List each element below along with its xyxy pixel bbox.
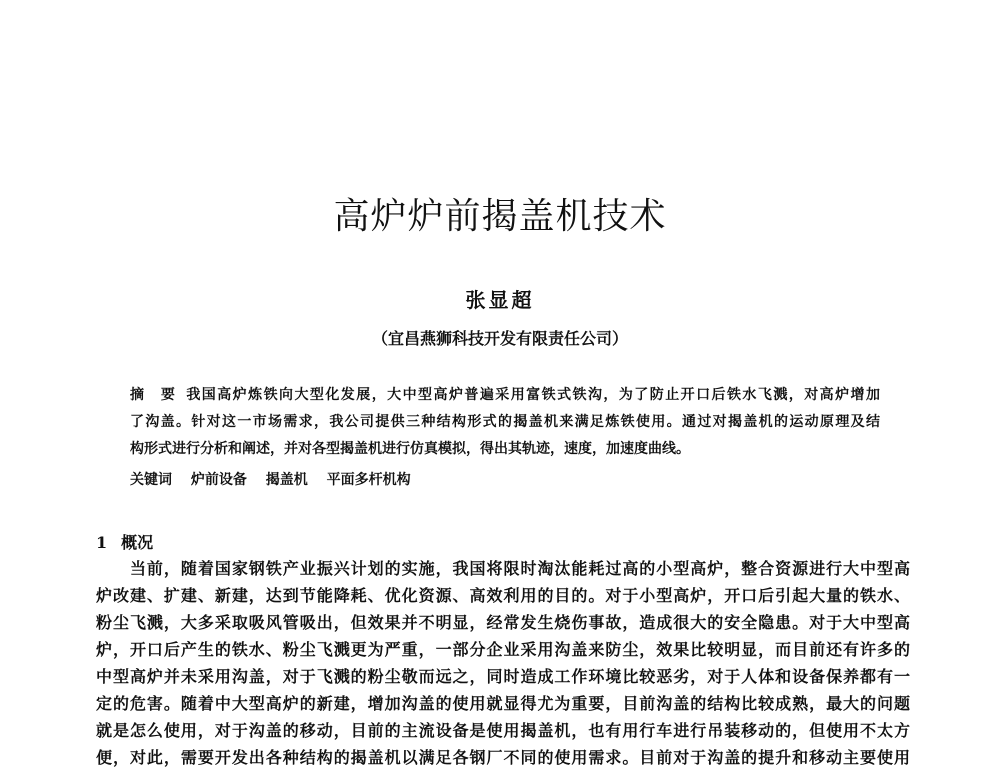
body-line: 定的危害。随着中大型高炉的新建，增加沟盖的使用就显得尤为重要，目前沟盖的结构比较成熟，最大的问题 xyxy=(96,694,910,713)
body-line: 就是怎么使用，对于沟盖的移动，目前的主流设备是使用揭盖机，也有用行车进行吊装移动的，但使用不太方 xyxy=(96,721,910,740)
body-line: 炉改建、扩建、新建，达到节能降耗、优化资源、高效利用的目的。对于小型高炉，开口后引起大量的铁水、 xyxy=(96,586,910,605)
keyword: 平面多杆机构 xyxy=(326,472,411,488)
author: 张显超 xyxy=(465,288,535,312)
abstract-line: 构形式进行分析和阐述，并对各型揭盖机进行仿真模拟，得出其轨迹，速度，加速度曲线。 xyxy=(130,441,690,457)
abstract-label: 摘 要 xyxy=(130,387,177,403)
keywords xyxy=(130,469,425,489)
abstract-line: 了沟盖。针对这一市场需求，我公司提供三种结构形式的揭盖机来满足炼铁使用。通过对揭盖机的运动原理及结 xyxy=(130,414,880,430)
abstract-text: 我国高炉炼铁向大型化发展，大中型高炉普遍采用富铁式铁沟，为了防止开口后铁水飞溅，对高炉增加 xyxy=(186,387,880,403)
keywords-label: 关键词 xyxy=(130,472,172,488)
body-line: 炉，开口后产生的铁水、粉尘飞溅更为严重，一部分企业采用沟盖来防尘，效果比较明显，而目前还有许多的 xyxy=(96,640,910,659)
document-title: 高炉炉前揭盖机技术 xyxy=(333,196,667,237)
body-line: 当前，随着国家钢铁产业振兴计划的实施，我国将限时淘汰能耗过高的小型高炉，整合资源进行大中型高 xyxy=(96,559,910,578)
keyword: 炉前设备 xyxy=(190,472,247,488)
affiliation: （宜昌燕狮科技开发有限责任公司） xyxy=(371,329,628,348)
keyword: 揭盖机 xyxy=(265,472,308,488)
abstract-line xyxy=(130,384,880,404)
body-line: 便，对此，需要开发出各种结构的揭盖机以满足各钢厂不同的使用需求。目前对于沟盖的提升和移动主要使用 xyxy=(96,748,910,767)
section-title: 概况 xyxy=(121,533,154,552)
section-heading xyxy=(96,530,153,553)
section-number: 1 xyxy=(96,533,108,552)
body-line: 中型高炉并未采用沟盖，对于飞溅的粉尘敬而远之，同时造成工作环境比较恶劣，对于人体和设备保养都有一 xyxy=(96,667,910,686)
body-line: 粉尘飞溅，大多采取吸风管吸出，但效果并不明显，经常发生烧伤事故，造成很大的安全隐患。对于大中型高 xyxy=(96,613,910,632)
